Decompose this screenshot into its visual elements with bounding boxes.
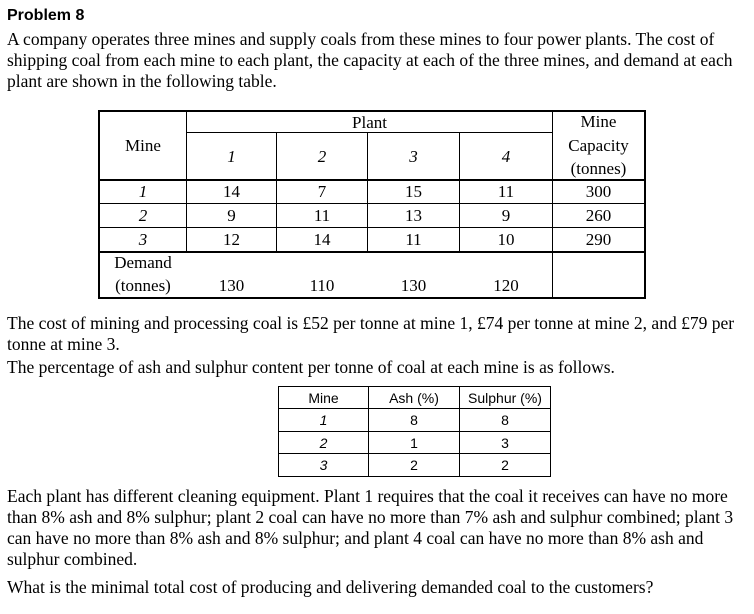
mine-1-label: 1: [138, 182, 148, 201]
plant-3-header: 3: [409, 147, 418, 166]
mine-3-label: 3: [138, 230, 148, 249]
ash-table-mine-cell: 1: [319, 412, 328, 428]
demand-label-line2: (tonnes): [115, 276, 171, 295]
cost-cell: 9: [227, 206, 236, 225]
plant-1-header: 1: [227, 147, 236, 166]
ash-table-mine-header: Mine: [308, 390, 339, 406]
problem-title: Problem 8: [7, 7, 85, 24]
ash-table-ash-header: Ash (%): [389, 390, 439, 406]
cost-cell: 11: [405, 230, 422, 249]
ash-table-mine-cell: 2: [319, 435, 328, 451]
cost-cell: 15: [405, 182, 422, 201]
cost-cell: 12: [223, 230, 240, 249]
demand-cell: 130: [218, 276, 245, 295]
capacity-header-line3: (tonnes): [570, 159, 627, 178]
capacity-cell: 300: [585, 182, 612, 201]
ash-cell: 1: [410, 435, 418, 451]
mine-header: Mine: [125, 136, 161, 155]
equipment-paragraph: Each plant has different cleaning equipment. Plant 1 requires that the coal it receives can have no more than 8% ash and 8% sulphur; plant 2 coal can have no more than 7% ash and sulphur combined; plant 3 can have no more than 8% ash and 8% sulphur; and plant 4 coal can have no more than 8% ash and sulphur combined.: [7, 486, 734, 569]
demand-label-line1: Demand: [114, 253, 172, 272]
demand-cell: 120: [493, 276, 519, 295]
cost-cell: 9: [501, 206, 511, 225]
capacity-cell: 260: [585, 206, 612, 225]
ash-sulphur-table: [278, 386, 551, 477]
cost-cell: 13: [405, 206, 422, 225]
ash-cell: 2: [410, 457, 418, 473]
cost-cell: 10: [497, 230, 515, 249]
cost-cell: 14: [223, 182, 240, 201]
sulphur-cell: 2: [501, 457, 509, 473]
cost-cell: 7: [317, 182, 327, 201]
demand-cell: 110: [309, 276, 335, 295]
cost-cell: 11: [313, 206, 331, 225]
cost-table: [98, 110, 646, 299]
mine-2-label: 2: [138, 206, 148, 225]
sulphur-cell: 8: [501, 412, 509, 428]
capacity-header-line2: Capacity: [568, 136, 629, 155]
plant-header: Plant: [352, 113, 387, 132]
capacity-cell: 290: [585, 230, 612, 249]
question-paragraph: What is the minimal total cost of producing and delivering demanded coal to the customers?: [7, 577, 654, 597]
intro-paragraph: A company operates three mines and supply coals from these mines to four power plants. The cost of shipping coal from each mine to each plant, the capacity at each of the three mines, and demand at each plant are shown in the following table.: [7, 29, 733, 91]
plant-4-header: 4: [501, 147, 511, 166]
plant-2-header: 2: [317, 147, 327, 166]
ash-table-sulphur-header: Sulphur (%): [468, 390, 542, 406]
ash-table-mine-cell: 3: [319, 457, 328, 473]
cost-cell: 14: [313, 230, 331, 249]
demand-cell: 130: [400, 276, 427, 295]
capacity-header-line1: Mine: [580, 112, 617, 131]
mining-cost-paragraph: The cost of mining and processing coal is £52 per tonne at mine 1, £74 per tonne at mine 2, and £79 per tonne at mine 3.: [7, 313, 735, 354]
sulphur-cell: 3: [501, 435, 509, 451]
cost-cell: 11: [497, 182, 515, 201]
ash-intro-paragraph: The percentage of ash and sulphur content per tonne of coal at each mine is as follows.: [7, 357, 615, 377]
ash-cell: 8: [410, 412, 418, 428]
